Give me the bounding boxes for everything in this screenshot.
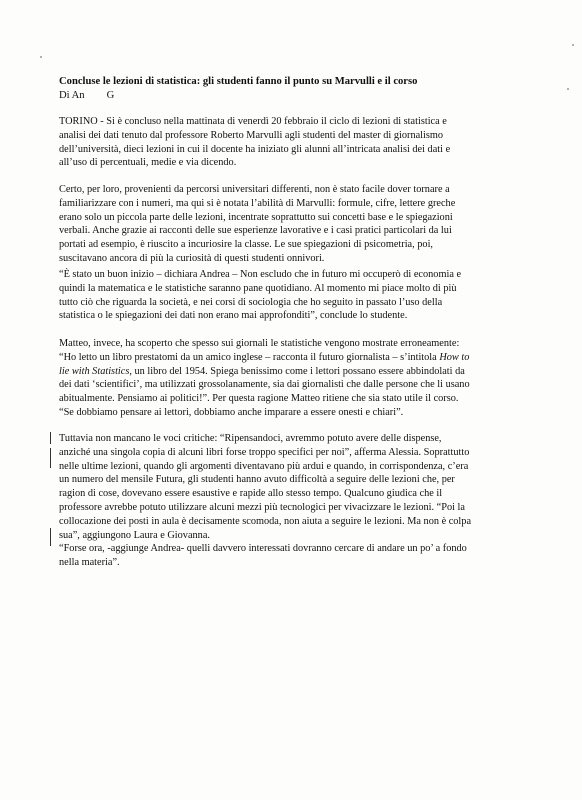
scan-speck [572, 44, 574, 46]
text-line: dei dati ‘scientifici’, ma utilizzati grossolanamente, sia dai giornalisti che dalle persone che li usano [59, 379, 470, 391]
book-title-italic: lie with Statistics [59, 365, 130, 377]
text-line: “È stato un buon inizio – dichiara Andrea – Non escludo che in futuro mi occuperò di economia e [59, 269, 462, 280]
text-line: sua”, aggiungono Laura e Giovanna. [59, 529, 210, 541]
text-line: erano solo un piccola parte delle lezioni, incentrate soprattutto sui concetti base e le spiegazioni [59, 211, 453, 223]
text-line: “Forse ora, -aggiunge Andrea- quelli davvero interessati dovranno cercare di andare un po’ a fondo [59, 543, 467, 555]
text-line: ragion di cose, dovevano essere esaustive e rapide allo stesso tempo. Qualcuno giudica che il [59, 488, 443, 500]
margin-pen-mark [50, 528, 51, 546]
text-line: professore avrebbe potuto utilizzare alcuni mezzi più tecnologici per vivacizzare le lezioni. “Poi la [59, 501, 465, 513]
text-line: analisi dei dati tenuto dal professore Roberto Marvulli agli studenti del master di giornalismo [59, 129, 444, 141]
text-line: familiarizzare con i numeri, ma qui si è notata l’abilità di Marvulli: formule, cifre, lettere greche [59, 197, 456, 209]
paragraph-2 [59, 183, 539, 266]
text-line: Tuttavia non mancano le voci critiche: “Ripensandoci, avremmo potuto avere delle dispense, [59, 433, 442, 444]
text-line: un numero del mensile Futura, gli studenti hanno avuto difficoltà a seguire delle lezioni che, per [59, 474, 455, 486]
book-title-italic: How to [439, 351, 470, 363]
article-byline [59, 89, 114, 103]
article-title: Concluse le lezioni di statistica: gli studenti fanno il punto su Marvulli e il corso [59, 76, 418, 87]
text-line: Matteo, invece, ha scoperto che spesso sui giornali le statistiche vengono mostrate erroneamente: [59, 338, 460, 349]
text-line: TORINO - Si è concluso nella mattinata di venerdì 20 febbraio il ciclo di lezioni di statistica e [59, 116, 447, 127]
margin-pen-mark [50, 432, 51, 444]
text-line: “Se dobbiamo pensare ai lettori, dobbiamo anche imparare a essere onesti e chiari”. [59, 406, 404, 418]
margin-pen-mark [50, 448, 51, 468]
text-line: dell’università, dieci lezioni in cui il docente ha iniziato gli alunni all’intricata analisi dei dati e [59, 143, 451, 155]
paragraph-3 [59, 268, 539, 323]
text-line: suscitavano ancora di più la curiosità di questi studenti onnivori. [59, 252, 325, 264]
paragraph-4 [59, 337, 539, 420]
byline-prefix: Di An [59, 90, 85, 101]
text-line: nella materia”. [59, 557, 120, 569]
text-line: verbali. Anche grazie ai racconti delle sue esperienze lavorative e i casi pratici particolari da lui [59, 225, 452, 237]
text-line [59, 351, 539, 365]
paragraph-1 [59, 115, 539, 170]
text-line: anziché una singola copia di alcuni libri forse troppo specifici per noi”, afferma Alessia. Soprattutto [59, 446, 470, 458]
text-line: collocazione dei posti in aula è decisamente scomoda, non aiuta a seguire le lezioni. Ma non è colpa [59, 515, 472, 527]
text-line: statistica o le spiegazioni dei dati non erano mai approfonditi”, conclude lo studente. [59, 310, 408, 322]
paragraph-5 [59, 432, 539, 570]
scan-speck [40, 56, 42, 58]
text-line: portati ad esempio, è riuscito a incuriosire la classe. Le sue spiegazioni di psicometria, poi, [59, 239, 434, 251]
text-line [59, 365, 539, 379]
text-line: quindi la matematica e le statistiche saranno pane quotidiano. Al momento mi piace molto di più [59, 282, 457, 294]
text-line: nelle ultime lezioni, quando gli argomenti diventavano più ardui e quando, in corrispondenza, c’era [59, 460, 469, 472]
text-line: Certo, per loro, provenienti da percorsi universitari differenti, non è stato facile dover tornare a [59, 184, 450, 195]
text-line: abitualmente. Pensiamo ai politici!”. Per questa ragione Matteo ritiene che sia stato utile il corso. [59, 393, 459, 405]
text-segment: , un libro del 1954. Spiega benissimo come i lettori possano essere abbindolati da [129, 365, 465, 377]
text-segment: “Ho letto un libro prestatomi da un amico inglese – racconta il futuro giornalista – s’intitola [59, 351, 440, 363]
text-line: all’uso di percentuali, medie e via dicendo. [59, 157, 237, 169]
scan-speck [567, 88, 569, 90]
byline-initial: G [106, 90, 115, 101]
text-line: tutto ciò che riguarda la società, e nei corsi di sociologia che ho seguito in passato l’uso della [59, 296, 443, 308]
